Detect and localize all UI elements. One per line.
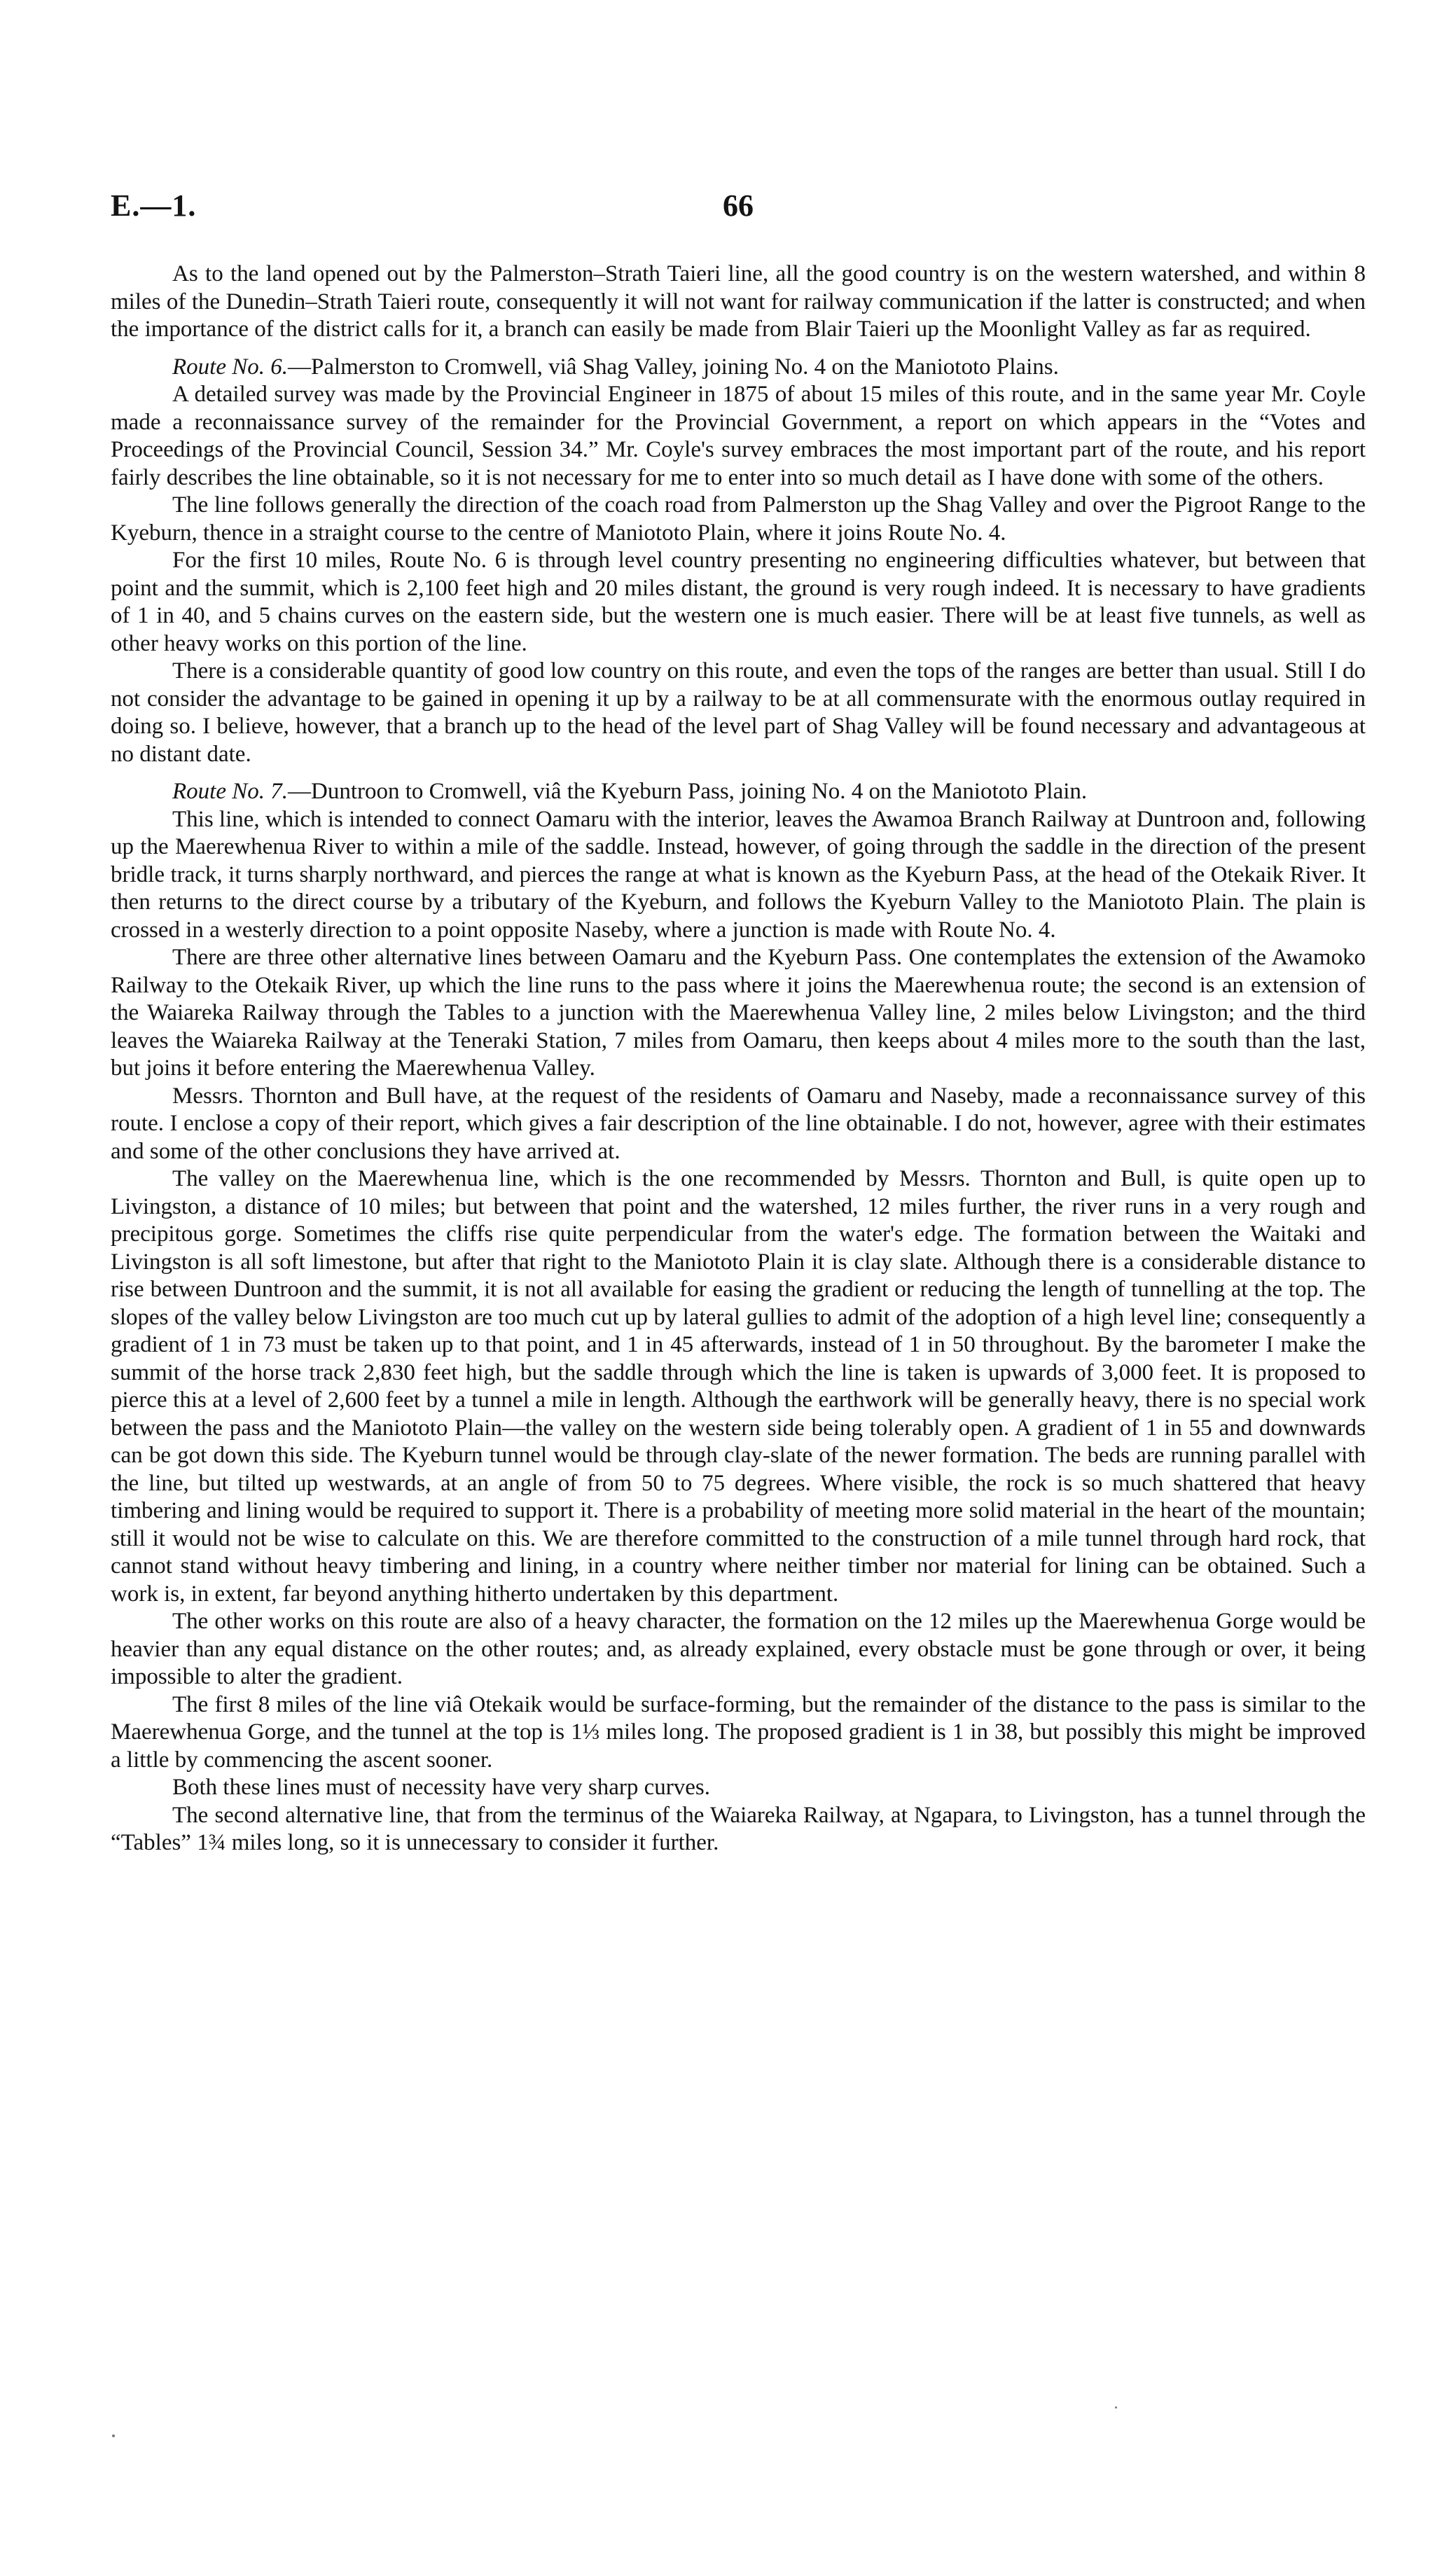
heading-route-6 bbox=[111, 354, 1366, 382]
paragraph-line-follows: The line follows generally the direction of the coach road from Palmerston up the Shag Valley and over the Pigroot Range to the Kyeburn, thence in a straight course to the centre of Maniototo Plain, where it joins Route No. 4. bbox=[111, 492, 1366, 546]
paragraph-first-10-miles: For the first 10 miles, Route No. 6 is through level country presenting no engineering difficulties whatever, but between that point and the summit, which is 2,100 feet high and 20 miles distant, the ground is very rough indeed. It is necessary to have gradients of 1 in 40, and 5 chains curves on the eastern side, but the western one is much easier. There will be at least five tunnels, as well as other heavy works on this portion of the line. bbox=[111, 548, 1366, 656]
heading-route-7 bbox=[111, 778, 1366, 806]
paper-speck-mark bbox=[112, 2434, 115, 2437]
page-header bbox=[111, 188, 1366, 230]
paragraph-sharp-curves: Both these lines must of necessity have very sharp curves. bbox=[172, 1775, 710, 1800]
page-number: 66 bbox=[723, 188, 754, 223]
paragraph-land-opened-out: As to the land opened out by the Palmerston–Strath Taieri line, all the good country is on the western watershed, and within 8 miles of the Dunedin–Strath Taieri route, consequently it will not want for railway communication if the latter is constructed; and when the importance of the district calls for it, a branch can easily be made from Blair Taieri up the Moonlight Valley as far as required. bbox=[111, 261, 1366, 342]
report-reference: E.—1. bbox=[111, 188, 197, 223]
route-7-title: —Duntroon to Cromwell, viâ the Kyeburn Pass, joining No. 4 on the Maniototo Plain. bbox=[287, 779, 1088, 804]
document-body bbox=[111, 261, 1366, 1857]
paragraph-low-country: There is a considerable quantity of good low country on this route, and even the tops of the ranges are better than usual. Still I do not consider the advantage to be gained in opening it up by a railway to be at all commensurate with the enormous outlay required in doing so. I believe, however, that a branch up to the head of the level part of Shag Valley will be found necessary and advantageous at no distant date. bbox=[111, 658, 1366, 767]
paragraph-detailed-survey: A detailed survey was made by the Provincial Engineer in 1875 of about 15 miles of this route, and in the same year Mr. Coyle made a reconnaissance survey of the remainder for the Provincial Government, a report on which appears in the “Votes and Proceedings of the Provincial Council, Session 34.” Mr. Coyle's survey embraces the most important part of the route, and his report fairly describes the line obtainable, so it is not necessary for me to enter into so much detail as I have done with some of the others. bbox=[111, 382, 1366, 490]
paragraph-alternative-lines: There are three other alternative lines between Oamaru and the Kyeburn Pass. One contemplates the extension of the Awamoko Railway to the Otekaik River, up which the line runs to the pass where it joins the Maerewhenua route; the second is an extension of the Waiareka Railway through the Tables to a junction with the Maerewhenua Valley line, 2 miles below Livingston; and the third leaves the Waiareka Railway at the Teneraki Station, 7 miles from Oamaru, then keeps about 4 miles more to the south than the last, but joins it before entering the Maerewhenua Valley. bbox=[111, 945, 1366, 1081]
route-7-label: Route No. 7. bbox=[172, 779, 288, 804]
route-6-label: Route No. 6. bbox=[172, 354, 288, 380]
paper-speck-mark bbox=[1115, 2406, 1117, 2409]
paragraph-otekaik-line: The first 8 miles of the line viâ Otekaik would be surface-forming, but the remainder of the distance to the pass is similar to the Maerewhenua Gorge, and the tunnel at the top is 1⅓ miles long. The proposed gradient is 1 in 38, but possibly this might be improved a little by commencing the ascent sooner. bbox=[111, 1691, 1366, 1773]
paragraph-maerewhenua-valley: The valley on the Maerewhenua line, which is the one recommended by Messrs. Thornton and Bull, is quite open up to Livingston, a distance of 10 miles; but between that point and the watershed, 12 miles further, the river runs in a very rough and precipitous gorge. Sometimes the cliffs rise quite perpendicular from the water's edge. The formation between the Waitaki and Livingston is all soft limestone, but after that right to the Maniototo Plain it is clay slate. Although there is a considerable distance to rise between Duntroon and the summit, it is not all available for easing the gradient or reducing the length of tunnelling at the top. The slopes of the valley below Livingston are too much cut up by lateral gullies to admit of the adoption of a high level line; consequently a gradient of 1 in 73 must be taken up to that point, and 1 in 45 afterwards, instead of 1 in 50 throughout. By the barometer I make the summit of the horse track 2,830 feet high, but the saddle through which the line is taken is upwards of 3,000 feet. It is proposed to pierce this at a level of 2,600 feet by a tunnel a mile in length. Although the earthwork will be generally heavy, there is no special work between the pass and the Maniototo Plain—the valley on the western side being tolerably open. A gradient of 1 in 55 and downwards can be got down this side. The Kyeburn tunnel would be through clay-slate of the newer formation. The beds are running parallel with the line, but tilted up westwards, at an angle of from 50 to 75 degrees. Where visible, the rock is so much shattered that heavy timbering and lining would be required to support it. There is a probability of meeting more solid material in the heart of the mountain; still it would not be wise to calculate on this. We are therefore committed to the construction of a mile tunnel through hard rock, that cannot stand without heavy timbering and lining, in a country where neither timber nor material for lining can be obtained. Such a work is, in extent, far beyond anything hitherto undertaken by this department. bbox=[111, 1166, 1366, 1607]
paragraph-connect-oamaru: This line, which is intended to connect Oamaru with the interior, leaves the Awamoa Branch Railway at Duntroon and, following up the Maerewhenua River to within a mile of the saddle. Instead, however, of going through the saddle in the direction of the present bridle track, it turns sharply northward, and pierces the range at what is known as the Kyeburn Pass, at the head of the Otekaik River. It then returns to the direct course by a tributary of the Kyeburn, and follows the Kyeburn Valley to the Maniototo Plain. The plain is crossed in a westerly direction to a point opposite Naseby, where a junction is made with Route No. 4. bbox=[111, 806, 1366, 943]
route-6-title: —Palmerston to Cromwell, viâ Shag Valley, joining No. 4 on the Maniototo Plains. bbox=[287, 354, 1059, 380]
paragraph-other-works: The other works on this route are also of a heavy character, the formation on the 12 miles up the Maerewhenua Gorge would be heavier than any equal distance on the other routes; and, as already explained, every obstacle must be gone through or over, it being impossible to alter the gradient. bbox=[111, 1609, 1366, 1689]
paragraph-thornton-bull: Messrs. Thornton and Bull have, at the request of the residents of Oamaru and Naseby, made a reconnaissance survey of this route. I enclose a copy of their report, which gives a fair description of the line obtainable. I do not, however, agree with their estimates and some of the other conclusions they have arrived at. bbox=[111, 1083, 1366, 1164]
paragraph-second-alternative: The second alternative line, that from the terminus of the Waiareka Railway, at Ngapara, to Livingston, has a tunnel through the “Tables” 1¾ miles long, so it is unnecessary to consider it further. bbox=[111, 1802, 1366, 1855]
